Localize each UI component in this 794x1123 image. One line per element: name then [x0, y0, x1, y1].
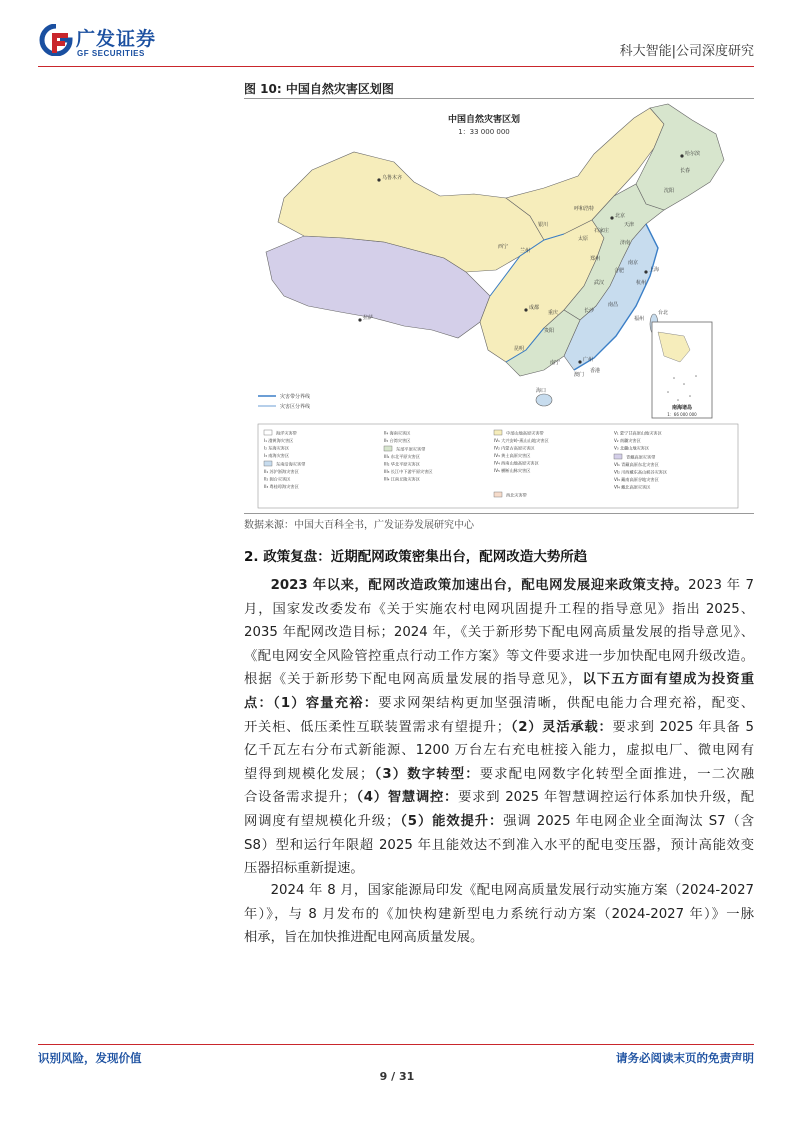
city-label-shenyang: 沈阳	[664, 188, 675, 194]
legend-entry: V₂ 南疆灾害区	[614, 438, 641, 443]
city-label-beijing: 北京	[615, 213, 626, 219]
legend-entry: 海洋灾害带	[276, 430, 297, 436]
legend-entry: II₄ 海南灾害区	[384, 430, 411, 436]
city-label-nanchang: 南昌	[608, 302, 619, 308]
city-label-guiyang: 贵阳	[544, 328, 555, 334]
city-label-guangzhou: 广州	[583, 357, 594, 363]
city-label-hohhot: 呼和浩特	[574, 206, 595, 212]
legend-entry: III₃ 长江中下游平原灾害区	[384, 469, 433, 474]
text-line: 开关柜、低压柔性互联装置需求有望提升；（2）灵活承载：要求到 2025 年具备 5	[244, 719, 754, 735]
text-line: 亿千瓦左右分布式新能源、1200 万台左右充电桩接入能力，虚拟电厂、微电网有	[244, 743, 754, 759]
city-label-changsha: 长沙	[584, 308, 595, 314]
inset-label: 南海诸岛	[671, 405, 693, 411]
city-dot-shanghai	[644, 270, 647, 273]
legend-entry: V₁ 蒙宁甘高原山地灾害区	[614, 430, 662, 436]
text-line: 根据《关于新形势下配电网高质量发展的指导意见》，以下五方面有望成为投资重	[244, 672, 754, 688]
city-dot-urumqi	[377, 178, 380, 181]
legend-entry: IV₁ 大兴安岭-燕山山地灾害区	[494, 438, 549, 443]
figure-top-rule	[244, 98, 754, 99]
text-line: 合设备需求提升；（4）智慧调控：要求到 2025 年智慧调控运行体系加快升级，配	[244, 790, 754, 806]
legend-entry: II₅ 台湾灾害区	[384, 438, 411, 443]
page-header	[38, 22, 754, 64]
legend-entry: VI₄ 藏北高原灾害区	[614, 484, 651, 490]
text-line: 望得到规模化发展；（3）数字转型：要求配电网数字化转型全面推进，一二次融	[244, 766, 754, 782]
legend-entry: IV₃ 黄土高原灾害区	[494, 453, 531, 458]
city-label-shanghai: 上海	[649, 267, 660, 273]
city-dot-lhasa	[358, 318, 361, 321]
legend-entry: I₁ 渤黄海灾害区	[264, 438, 294, 443]
legend-entry: VI₁ 青藏高原东北灾害区	[614, 462, 659, 467]
legend-entry: I₃ 南海灾害区	[264, 453, 290, 458]
text-line: 《配电网安全风险管控重点行动工作方案》等文件要求进一步加快配电网升级改造。	[244, 648, 754, 664]
text-line: 2023 年以来，配网改造政策加速出台，配电网发展迎来政策支持。2023 年 7	[270, 578, 754, 593]
gf-securities-logo	[38, 22, 168, 62]
section-heading: 2. 政策复盘：近期配网政策密集出台，配网改造大势所趋	[244, 549, 588, 565]
legend-entry: IV₄ 西南山地高原灾害区	[494, 460, 539, 466]
legend-entry: III₁ 东北平原灾害区	[384, 454, 421, 459]
legend-entry: 东部平原灾害带	[396, 446, 426, 452]
footer-disclaimer-link[interactable]: 请务必阅读末页的免责声明	[616, 1051, 754, 1065]
city-label-tianjin: 天津	[624, 222, 635, 228]
legend-entry: 西北灾害带	[506, 492, 527, 498]
city-label-yinchuan: 银川	[538, 222, 549, 228]
page-number: 9 / 31	[379, 1070, 415, 1083]
city-label-taiyuan: 太原	[578, 236, 589, 242]
city-label-nanjing: 南京	[628, 260, 639, 266]
brand-name-en: GF SECURITIES	[77, 49, 145, 58]
legend-entry: 中部山地高原灾害带	[506, 430, 544, 436]
text-line: 2035 年配网改造目标；2024 年，《关于新形势下配电网高质量发展的指导意见》、	[244, 625, 754, 641]
figure-title: 图 10: 中国自然灾害区划图	[244, 82, 394, 96]
city-dot-guangzhou	[578, 360, 581, 363]
city-label-wuhan: 武汉	[594, 280, 605, 286]
city-label-lanzhou: 兰州	[520, 248, 531, 254]
legend-entry: II₂ 闽台灾害区	[264, 476, 291, 482]
legend-entry: IV₅ 横断山脉灾害区	[494, 468, 531, 473]
city-label-jinan: 济南	[620, 240, 631, 246]
legend-entry: VI₂ 川西藏东高山峡谷灾害区	[614, 469, 668, 475]
legend-entry: 东南沿海灾害带	[276, 461, 306, 467]
paragraph-action-plan	[244, 879, 754, 950]
city-label-shijiazhuang: 石家庄	[594, 228, 610, 234]
city-label-taipei: 台北	[658, 310, 669, 316]
legend-entry: IV₂ 内蒙古高原灾害区	[494, 445, 535, 451]
text-line: 2024 年 8 月，国家能源局印发《配电网高质量发展行动实施方案（2024-2027	[270, 883, 754, 898]
text-line: 年）》，与 8 月发布的《加快构建新型电力系统行动方案（2024-2027 年）》一脉	[244, 906, 754, 922]
city-label-hongkong: 香港	[590, 368, 601, 374]
map-title: 中国自然灾害区划	[447, 115, 521, 125]
paragraph-policy-review	[244, 574, 754, 881]
text-line: 月，国家发改委发布《关于实施农村电网巩固提升工程的指导意见》指出 2025、	[244, 601, 754, 617]
city-label-chengdu: 成都	[529, 305, 540, 311]
city-label-haikou: 海口	[536, 388, 547, 394]
city-label-xining: 西宁	[498, 244, 509, 250]
gf-logo-icon	[38, 24, 74, 56]
figure-bottom-rule	[244, 513, 754, 514]
china-hazard-map	[244, 100, 754, 512]
text-line: 网调度有望规模化升级；（5）能效提升：强调 2025 年电网企业全面淘汰 S7（含	[244, 813, 754, 829]
text-line: 点：（1）容量充裕：要求网架结构更加坚强清晰，供配电能力合理充裕，配变、	[244, 695, 754, 711]
city-label-zhengzhou: 郑州	[590, 256, 601, 262]
city-label-changchun: 长春	[680, 168, 691, 174]
legend-zone-boundary: 灾害区分界线	[280, 404, 311, 410]
legend-entry: I₂ 东海灾害区	[264, 445, 290, 451]
city-label-chongqing: 重庆	[548, 310, 559, 316]
city-label-kunming: 昆明	[514, 346, 525, 352]
legend-entry: II₁ 苏沪浙海灾害区	[264, 469, 299, 474]
city-label-macau: 澳门	[574, 372, 585, 378]
text-line: 相承，旨在加快推进配电网高质量发展。	[244, 930, 484, 946]
figure-source: 数据来源：中国大百科全书，广发证券发展研究中心	[244, 520, 474, 531]
city-label-harbin: 哈尔滨	[685, 151, 701, 157]
header-divider	[38, 66, 754, 67]
text-line: S8）型和运行年限超 2025 年且能效达不到准入水平的配电变压器，预计高能效变	[244, 837, 754, 853]
legend-entry: III₂ 华北平原灾害区	[384, 461, 421, 467]
brand-name-cn: 广发证券	[76, 28, 157, 50]
city-label-nanning: 南宁	[550, 360, 561, 366]
legend-belt-boundary: 灾害带分界线	[280, 394, 311, 400]
legend-entry: VI₃ 藏南高原谷地灾害区	[614, 477, 659, 482]
footer-slogan: 识别风险，发现价值	[38, 1051, 142, 1065]
legend-entry: III₄ 江南丘陵灾害区	[384, 476, 421, 482]
city-label-lhasa: 拉萨	[363, 315, 374, 321]
inset-scale: 1：66 000 000	[667, 412, 697, 417]
footer-divider	[38, 1044, 754, 1045]
city-label-fuzhou: 福州	[634, 316, 645, 322]
city-dot-harbin	[680, 154, 683, 157]
city-dot-beijing	[610, 216, 613, 219]
legend-entry: II₃ 粤桂琼海灾害区	[264, 484, 299, 489]
city-dot-chengdu	[524, 308, 527, 311]
island-hainan	[536, 394, 552, 406]
city-label-hefei: 合肥	[614, 268, 625, 274]
map-scale: 1：33 000 000	[458, 128, 510, 136]
city-label-urumqi: 乌鲁木齐	[382, 175, 403, 181]
legend-entry: V₃ 北疆山地灾害区	[614, 445, 650, 451]
text-line: 压器招标重新提速。	[244, 861, 364, 877]
report-category: 科大智能|公司深度研究	[619, 44, 754, 59]
legend-entry: 青藏高原灾害带	[626, 454, 656, 460]
city-label-hangzhou: 杭州	[636, 280, 647, 286]
